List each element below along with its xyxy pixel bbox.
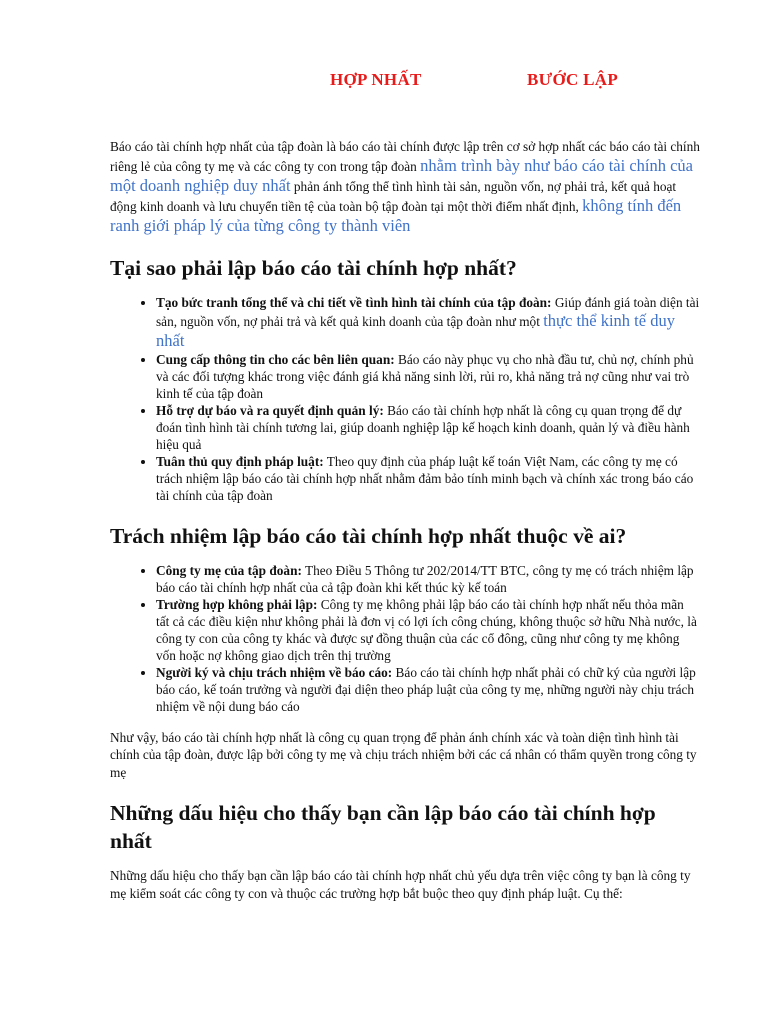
- list-item: [156, 596, 700, 664]
- why-list: [110, 294, 700, 504]
- list-item: [156, 562, 700, 596]
- list-item-text: Báo cáo tài chính hợp nhất là công cụ quan trọng để dự đoán tình hình tài chính tương lai, giúp doanh nghiệp lập kế hoạch kinh doanh, quản lý và điều hành hiệu quả: [156, 402, 690, 452]
- signs-paragraph: Những dấu hiệu cho thấy bạn cần lập báo cáo tài chính hợp nhất chủ yếu dựa trên việc công ty bạn là công ty mẹ kiểm soát các công ty con và thuộc các trường hợp bắt buộc theo quy định pháp luật. Cụ thể:: [110, 868, 691, 901]
- list-item: [156, 351, 700, 402]
- intro-highlight-1: nhằm trình bày như báo cáo tài chính của một doanh nghiệp duy nhất: [110, 155, 694, 195]
- intro-paragraph: [110, 138, 700, 236]
- summary-paragraph: Như vậy, báo cáo tài chính hợp nhất là công cụ quan trọng để phản ánh chính xác và toàn diện tình hình tài chính của tập đoàn, được lập bởi công ty mẹ và chịu trách nhiệm bởi các cá nhân có thẩm quyền trong công ty mẹ: [110, 729, 697, 780]
- list-item-text: Theo quy định của pháp luật kế toán Việt Nam, các công ty mẹ có trách nhiệm lập báo cáo tài chính hợp nhất nhằm đảm bảo tính minh bạch và chính xác trong báo cáo tài chính của tập đoàn: [156, 453, 694, 503]
- header-right-title: BƯỚC LẬP: [527, 70, 619, 89]
- list-item-title: Tuân thủ quy định pháp luật:: [156, 453, 324, 469]
- section-heading-signs: Những dấu hiệu cho thấy bạn cần lập báo cáo tài chính hợp nhất: [110, 801, 656, 853]
- list-item-title: Trường hợp không phải lập:: [156, 596, 318, 612]
- section-heading-responsibility: Trách nhiệm lập báo cáo tài chính hợp nhất thuộc về ai?: [110, 523, 627, 548]
- list-item: [156, 664, 700, 715]
- list-item-text: Giúp đánh giá toàn diện tài sản, nguồn vốn, nợ phải trả và kết quả kinh doanh của tập đoàn như một: [156, 294, 700, 329]
- list-item-title: Người ký và chịu trách nhiệm về báo cáo:: [156, 664, 393, 680]
- intro-text-1: Báo cáo tài chính hợp nhất của tập đoàn là báo cáo tài chính được lập trên cơ sở hợp nhất các báo cáo tài chính riêng lẻ của công ty mẹ và các công ty con trong tập đoàn: [110, 139, 700, 174]
- responsibility-list: [110, 562, 700, 715]
- list-item-title: Cung cấp thông tin cho các bên liên quan:: [156, 351, 395, 367]
- intro-highlight-2: không tính đến ranh giới pháp lý của từng công ty thành viên: [110, 195, 682, 235]
- header-left-title: HỢP NHẤT: [330, 70, 422, 89]
- list-item: [156, 453, 700, 504]
- list-item-text: Công ty mẹ không phải lập báo cáo tài chính hợp nhất nếu thỏa mãn tất cả các điều kiện như không phải là đơn vị có lợi ích công chúng, không thuộc sở hữu Nhà nước, là công ty con của công ty khác và được sự đồng thuận của các cổ đông, cũng như công ty mẹ không vốn hoặc nợ không giao dịch trên thị trường: [156, 596, 697, 663]
- section-heading-why: Tại sao phải lập báo cáo tài chính hợp nhất?: [110, 255, 517, 280]
- list-item-title: Hỗ trợ dự báo và ra quyết định quản lý:: [156, 402, 384, 418]
- list-item-highlight: thực thể kinh tế duy nhất: [156, 310, 675, 350]
- intro-text-2: phản ánh tổng thể tình hình tài sản, nguồn vốn, nợ phải trả, kết quả hoạt động kinh doanh và lưu chuyển tiền tệ của toàn bộ tập đoàn tại một thời điểm nhất định,: [110, 178, 677, 214]
- list-item: [156, 294, 700, 351]
- document-body: [110, 138, 700, 914]
- list-item: [156, 402, 700, 453]
- list-item-title: Tạo bức tranh tổng thể và chi tiết về tình hình tài chính của tập đoàn:: [156, 294, 552, 310]
- list-item-text: Báo cáo này phục vụ cho nhà đầu tư, chủ nợ, chính phủ và các đối tượng khác trong việc đánh giá khả năng sinh lời, rủi ro, khả năng trả nợ cũng như vai trò kinh tế của tập đoàn: [156, 351, 694, 401]
- list-item-text: Theo Điều 5 Thông tư 202/2014/TT BTC, công ty mẹ có trách nhiệm lập báo cáo tài chính hợp nhất của cả tập đoàn khi kết thúc kỳ kế toán: [156, 562, 694, 595]
- list-item-title: Công ty mẹ của tập đoàn:: [156, 562, 302, 578]
- list-item-text: Báo cáo tài chính hợp nhất phải có chữ ký của người lập báo cáo, kế toán trưởng và người đại diện theo pháp luật của công ty mẹ, những người này chịu trách nhiệm về nội dung báo cáo: [156, 664, 696, 714]
